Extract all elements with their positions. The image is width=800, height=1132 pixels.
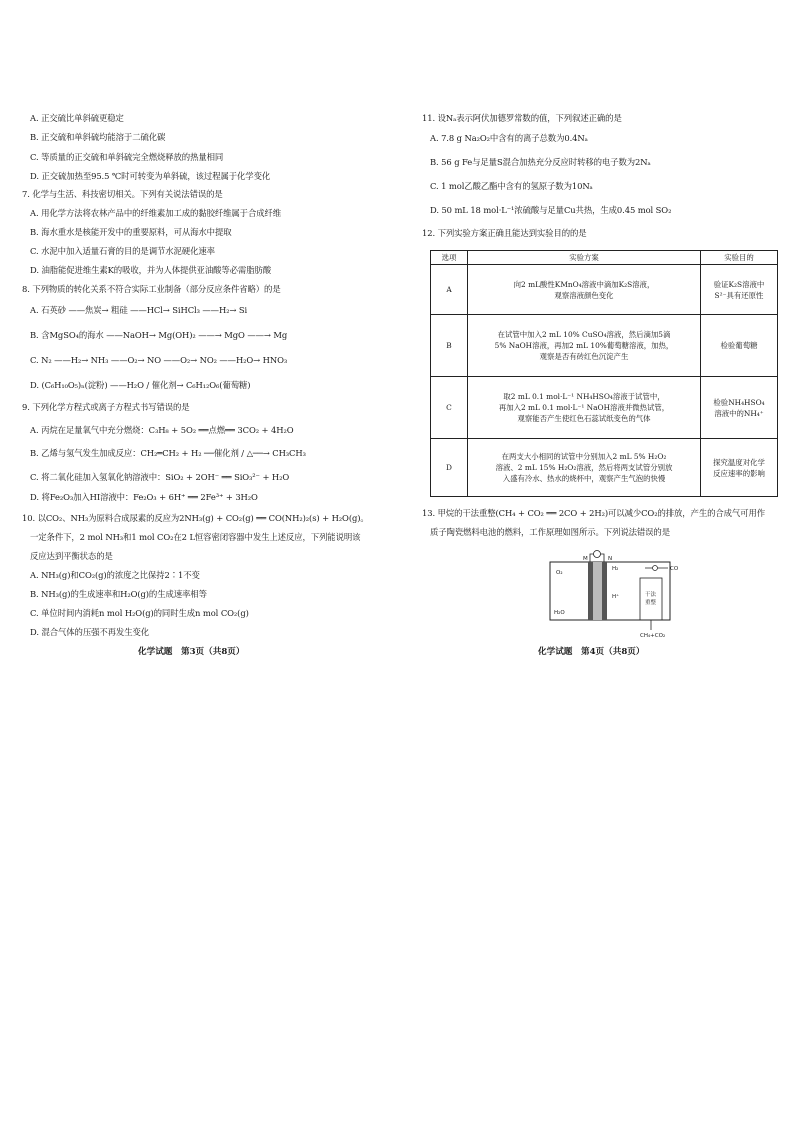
label-proton: H⁺ [612,594,620,600]
label-co: CO [670,566,679,572]
goal-line: 检验葡萄糖 [720,341,758,350]
row-plan [468,265,701,315]
row-option: A [431,265,468,315]
q8-option-c: C. N₂ ——H₂→ NH₃ ——O₂→ NO ——O₂→ NO₂ ——H₂O→ HNO₃ [30,355,288,365]
label-m: M [583,556,588,562]
q11-option-a: A. 7.8 g Na₂O₂中含有的离子总数为0.4Nₐ [430,133,588,143]
q7-option-b: B. 海水重水是核能开发中的重要原料，可从海水中提取 [30,227,232,237]
table-header-goal: 实验目的 [701,251,778,265]
label-h2: H₂ [612,566,619,572]
q8-stem: 8. 下列物质的转化关系不符合实际工业制备（部分反应条件省略）的是 [22,284,281,294]
label-feed: CH₄+CO₂ [640,633,666,638]
table-header-row [431,251,778,265]
goal-line: S²⁻具有还原性 [714,290,764,300]
plan-line: 观察是否有砖红色沉淀产生 [539,352,629,361]
q11-option-c: C. 1 mol乙酸乙酯中含有的氢原子数为10Nₐ [430,181,593,191]
table-row [431,265,778,315]
q7-option-a: A. 用化学方法将农林产品中的纤维素加工成的黏胶纤维属于合成纤维 [30,208,282,218]
q10-option-d: D. 混合气体的压强不再发生变化 [30,627,150,637]
row-option: B [431,315,468,377]
electrode-m [588,562,593,620]
plan-line: 5% NaOH溶液，再加2 mL 10%葡萄糖溶液，加热， [494,341,674,350]
goal-line: 溶液中的NH₄⁺ [714,408,764,418]
load-icon [594,551,601,558]
plan-line: 在两支大小相同的试管中分别加入2 mL 5% H₂O₂ [501,452,667,461]
q13-stem-line-1: 13. 甲烷的干法重整(CH₄ + CO₂ ══ 2CO + 2H₂)可以减少CO₂的排放，产生的合成气可用作 [422,508,766,518]
q12-stem: 12. 下列实验方案正确且能达到实验目的的是 [422,228,587,238]
q6-option-c: C. 等质量的正交硫和单斜硫完全燃烧释放的热量相同 [30,152,224,162]
row-goal [701,439,778,497]
q8-option-a: A. 石英砂 ——焦炭→ 粗硅 ——HCl→ SiHCl₃ ——H₂→ Si [30,305,248,315]
q10-stem-line-2: 一定条件下，2 mol NH₃和1 mol CO₂在2 L恒容密闭容器中发生上述反应，下列能说明该 [30,532,361,542]
table-row [431,315,778,377]
q10-option-a: A. NH₃(g)和CO₂(g)的浓度之比保持2∶1不变 [30,570,200,580]
q9-option-d: D. 将Fe₂O₃加入HI溶液中：Fe₂O₃ + 6H⁺ ══ 2Fe³⁺ + 3H₂O [30,492,258,502]
plan-line: 入盛有冷水、热水的烧杯中，观察产生气泡的快慢 [502,474,666,483]
plan-line: 向2 mL酸性KMnO₄溶液中滴加K₂S溶液， [513,279,655,289]
fuel-cell-svg [540,548,680,638]
row-option: D [431,439,468,497]
plan-line: 再加入2 mL 0.1 mol·L⁻¹ NaOH溶液并微热试管， [498,403,670,412]
q6-option-a: A. 正交硫比单斜硫更稳定 [30,113,124,123]
experiment-table [430,250,778,497]
q9-option-a: A. 丙烷在足量氧气中充分燃烧：C₃H₈ + 5O₂ ══点燃══ 3CO₂ + 4H₂O [30,425,294,435]
row-goal [701,265,778,315]
label-o2: O₂ [556,570,563,576]
q9-option-c: C. 将二氧化硅加入氢氧化钠溶液中：SiO₂ + 2OH⁻ ══ SiO₃²⁻ + H₂O [30,472,290,482]
q10-stem-line-1: 10. 以CO₂、NH₃为原料合成尿素的反应为2NH₃(g) + CO₂(g) ══ CO(NH₂)₂(s) + H₂O(g)。 [22,513,369,523]
cell-vessel [550,562,670,620]
goal-line: 探究温度对化学 [713,457,765,467]
q11-option-d: D. 50 mL 18 mol·L⁻¹浓硫酸与足量Cu共热，生成0.45 mol SO₂ [430,205,672,215]
label-reformer-1: 干法 [645,592,657,598]
q11-option-b: B. 56 g Fe与足量S混合加热充分反应时转移的电子数为2Nₐ [430,157,651,167]
q7-stem: 7. 化学与生活、科技密切相关。下列有关说法错误的是 [22,189,223,199]
plan-line: 取2 mL 0.1 mol·L⁻¹ NH₄HSO₄溶液于试管中， [503,392,665,401]
plan-line: 溶液、2 mL 15% H₂O₂溶液，然后将两支试管分别放 [495,463,673,472]
q10-option-c: C. 单位时间内消耗n mol H₂O(g)的同时生成n mol CO₂(g) [30,608,249,618]
q7-option-d: D. 油脂能促进维生素K的吸收，并为人体提供亚油酸等必需脂肪酸 [30,265,272,275]
row-plan [468,377,701,439]
fuel-cell-diagram [540,548,680,638]
q6-option-b: B. 正交硫和单斜硫均能溶于二硫化碳 [30,132,166,142]
table-header-plan: 实验方案 [468,251,701,265]
right-page [400,0,800,1132]
q10-stem-line-3: 反应达到平衡状态的是 [30,551,113,561]
row-plan [468,439,701,497]
goal-line: 反应速率的影响 [713,468,765,478]
goal-line: 验证K₂S溶液中 [713,279,765,289]
q9-option-b: B. 乙烯与氢气发生加成反应：CH₂═CH₂ + H₂ ──催化剂 / △──→ CH₃CH₃ [30,448,306,458]
electrode-n [602,562,607,620]
label-h2o: H₂O [554,610,565,616]
q8-option-b: B. 含MgSO₄的海水 ——NaOH→ Mg(OH)₂ ——→ MgO ——→ Mg [30,330,288,340]
reformer-box [640,578,662,620]
q7-option-c: C. 水泥中加入适量石膏的目的是调节水泥硬化速率 [30,246,215,256]
label-reformer-2: 重整 [645,600,657,606]
q9-stem: 9. 下列化学方程式或离子方程式书写错误的是 [22,402,190,412]
electrolyte [593,562,602,620]
goal-line: 检验NH₄HSO₄ [713,397,765,407]
q13-stem-line-2: 质子陶瓷燃料电池的燃料，工作原理如图所示。下列说法错误的是 [430,527,670,537]
plan-line: 在试管中加入2 mL 10% CuSO₄溶液，然后滴加5滴 [497,330,671,339]
row-goal [701,315,778,377]
row-plan [468,315,701,377]
q6-option-d: D. 正交硫加热至95.5 ℃时可转变为单斜硫，该过程属于化学变化 [30,171,271,181]
co-valve-icon [653,566,658,571]
row-option: C [431,377,468,439]
plan-line: 观察溶液颜色变化 [554,290,614,300]
table-row [431,377,778,439]
table-row [431,439,778,497]
q11-stem: 11. 设Nₐ表示阿伏加德罗常数的值，下列叙述正确的是 [422,113,622,123]
q10-option-b: B. NH₃(g)的生成速率和H₂O(g)的生成速率相等 [30,589,207,599]
q8-option-d: D. (C₆H₁₀O₅)ₙ(淀粉) ——H₂O / 催化剂→ C₆H₁₂O₆(葡萄糖) [30,380,251,390]
plan-line: 观察能否产生使红色石蕊试纸变色的气体 [517,414,651,423]
page-footer-right: 化学试题 第4页（共8页） [538,647,645,657]
row-goal [701,377,778,439]
table-header-option: 选项 [431,251,468,265]
page-footer-left: 化学试题 第3页（共8页） [138,647,245,657]
label-n: N [608,556,613,562]
